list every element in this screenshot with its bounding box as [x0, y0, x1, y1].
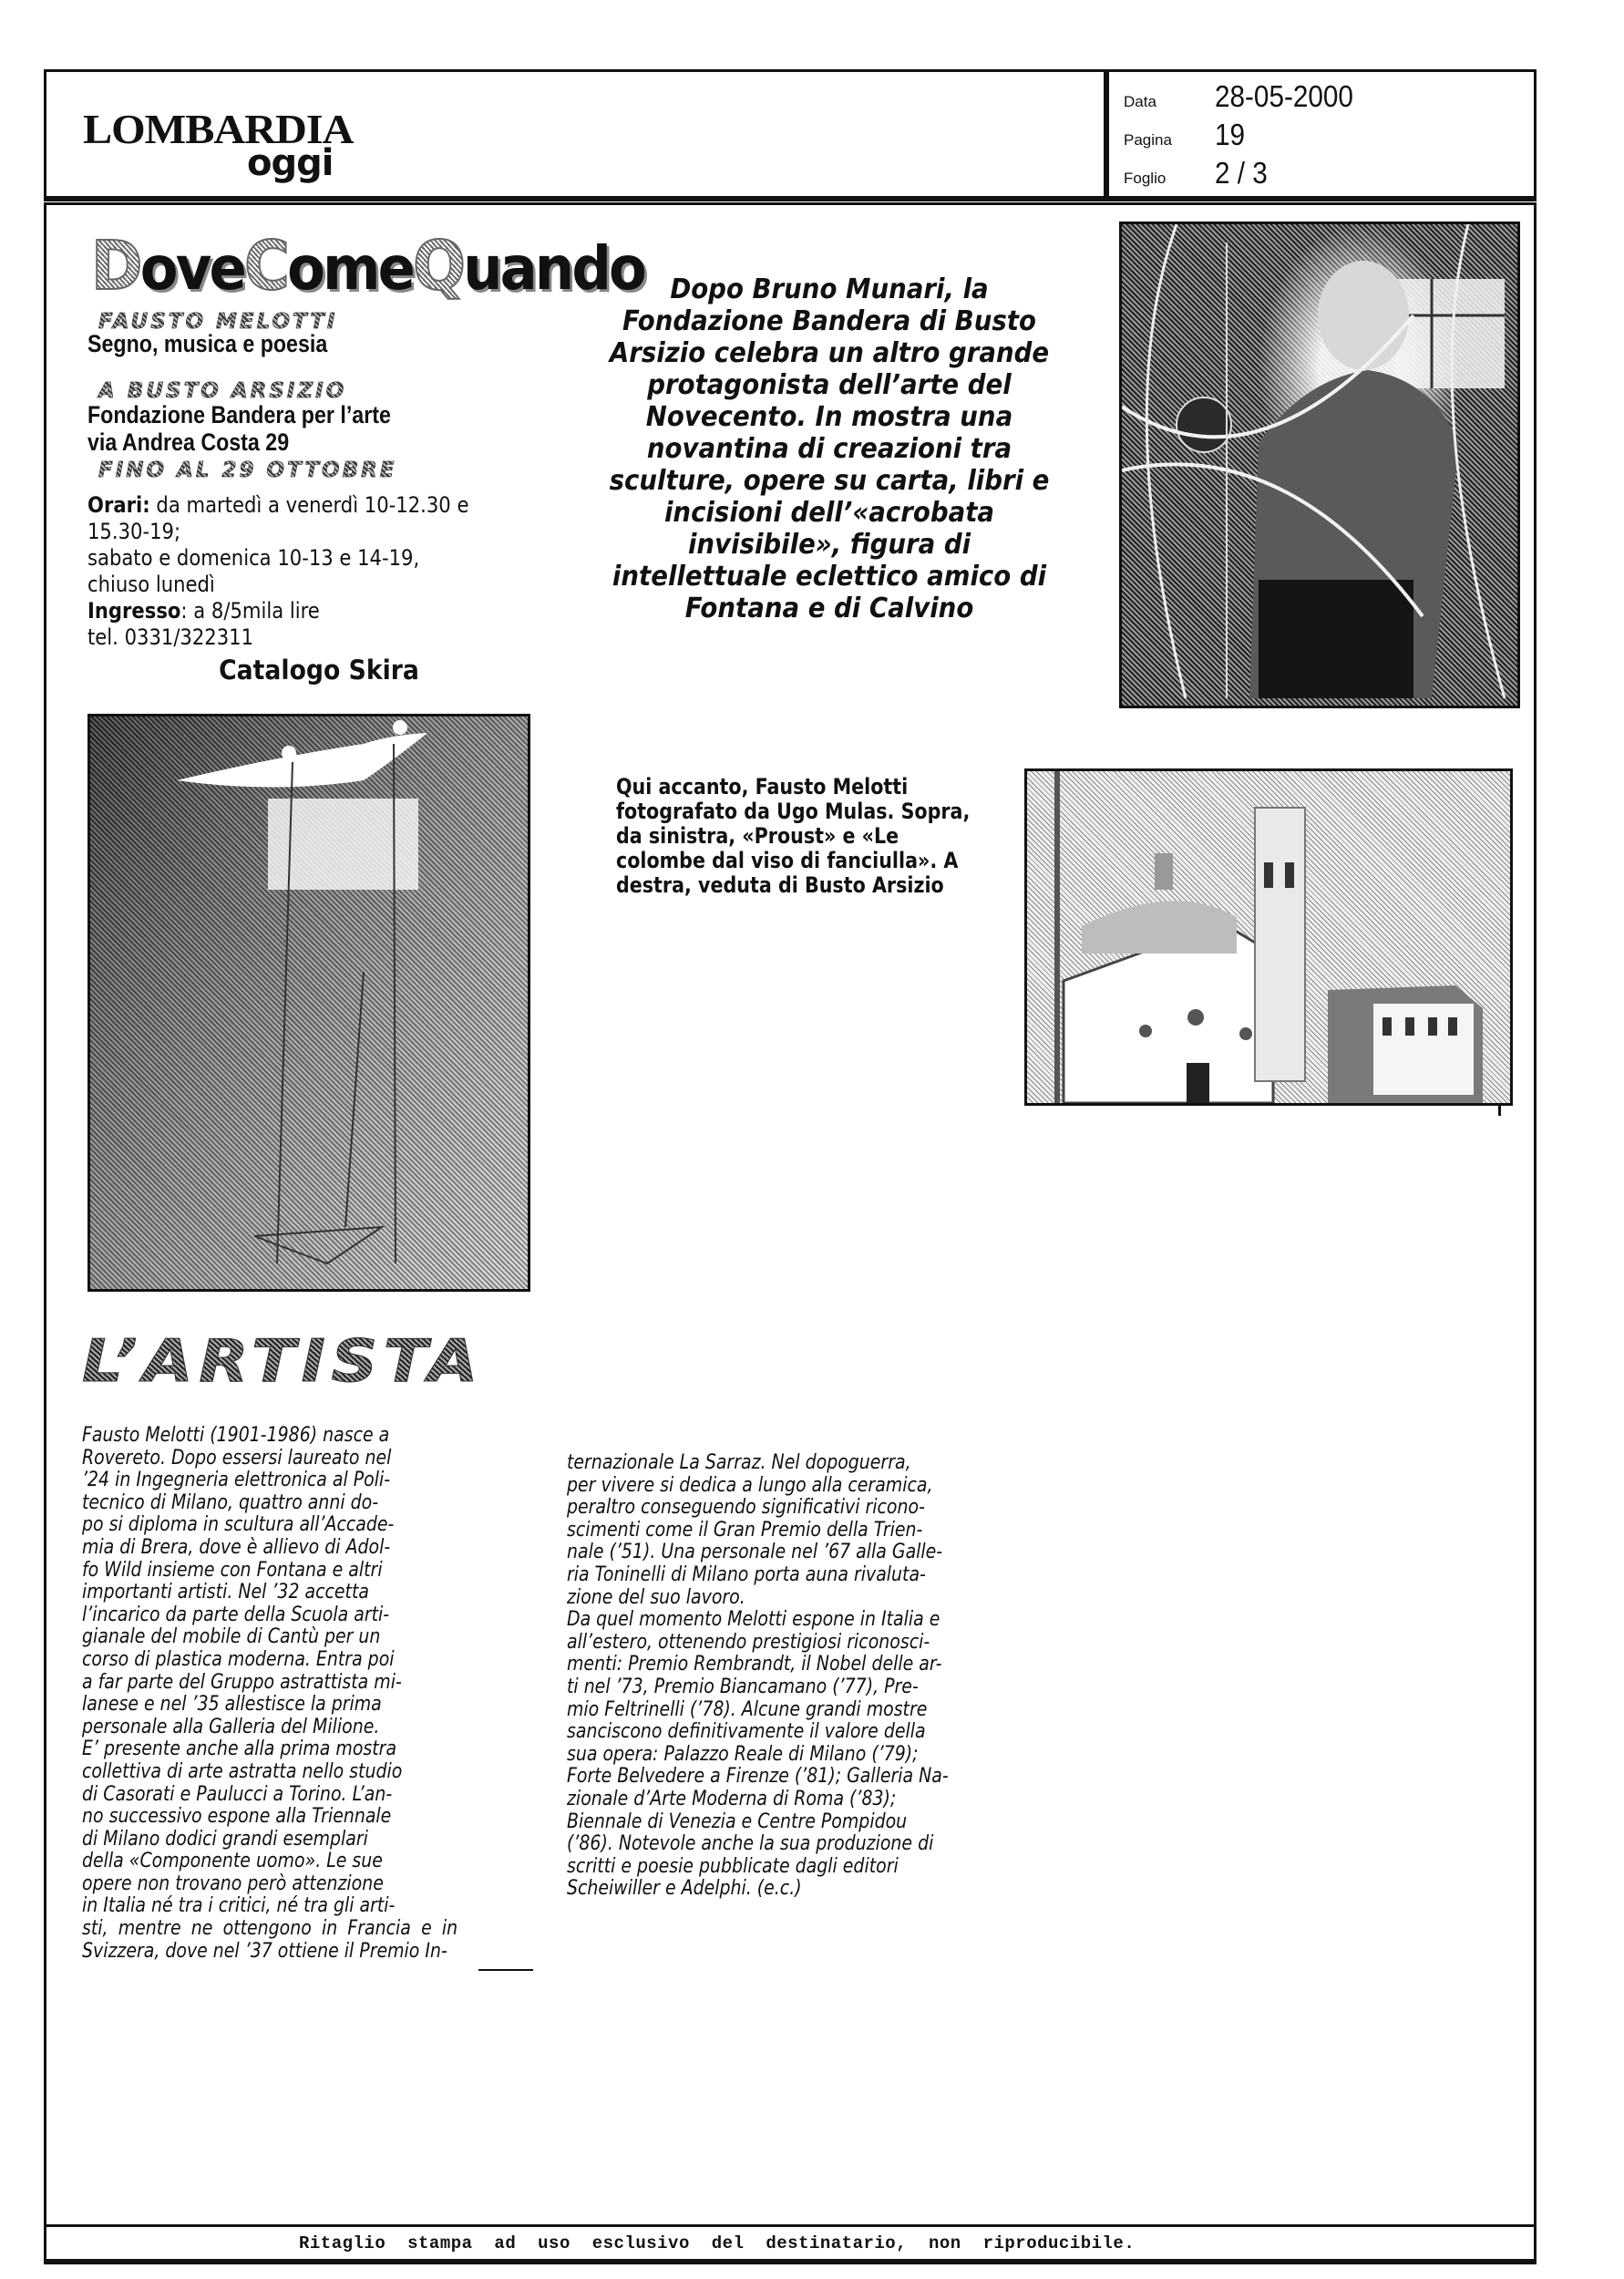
photo-caption: Qui accanto, Fausto Melotti fotografato da Ugo Mulas. Sopra, da sinistra, «Proust» e «Le colombe dal viso di fanciulla». A destra, veduta di Busto Arsizio: [616, 774, 971, 898]
hours-line-4: chiuso lunedì: [87, 572, 215, 597]
sculpture-photo: [87, 714, 530, 1292]
reproduction-notice: Ritaglio stampa ad uso esclusivo del destinatario, non riproducibile.: [299, 2233, 1136, 2253]
meta-date: [1124, 79, 1369, 114]
meta-date-label: Data: [1124, 93, 1156, 110]
portrait-figure-icon: [1122, 224, 1517, 706]
section-title-artist: L’ARTISTA: [82, 1328, 484, 1396]
ticket-label: Ingresso: [87, 598, 181, 624]
rubric-rest-uando: uando: [463, 233, 645, 304]
church-photo: [1024, 768, 1513, 1106]
lead-paragraph: Dopo Bruno Munari, la Fondazione Bandera di Busto Arsizio celebra un altro grande protagonista dell’arte del Novecento. In mostra una novantina di creazioni tra sculture, opere su carta, libri e incisioni dell’«acrobata invisibile», figura di intellettuale eclettico amico di Fontana e di Calvino: [609, 273, 1050, 624]
meta-page-value: 19: [1215, 118, 1246, 151]
hours-label: Orari:: [87, 492, 150, 518]
cut-line-marker: [478, 1969, 533, 1971]
venue-address: via Andrea Costa 29: [87, 428, 290, 456]
meta-page-label: Pagina: [1124, 131, 1172, 149]
hours-line-1: Orari: da martedì a venerdì 10-12.30 e: [87, 492, 469, 518]
meta-box: [1106, 69, 1537, 199]
hours-line-2: 15.30-19;: [87, 519, 181, 544]
rubric-rest-ove: ove: [139, 233, 244, 304]
kicker-place: A BUSTO ARSIZIO: [98, 379, 347, 403]
rubric-cap-d: D: [91, 227, 140, 305]
masthead-subtitle: oggi: [247, 142, 334, 184]
catalog-credit: Catalogo Skira: [219, 655, 419, 686]
meta-page: [1124, 118, 1249, 152]
meta-date-value: 28-05-2000: [1215, 79, 1353, 113]
masthead-title: LOMBARDIA: [83, 106, 354, 152]
footer-divider: [44, 2224, 1537, 2227]
ticket-line: Ingresso: a 8/5mila lire: [87, 598, 320, 624]
rubric-cap-c: C: [243, 227, 288, 305]
exhibition-subtitle: Segno, musica e poesia: [87, 330, 328, 357]
masthead-box: [44, 69, 1106, 199]
rubric-cap-q: Q: [413, 227, 464, 305]
meta-sheet-value: 2 / 3: [1215, 156, 1268, 190]
kicker-artist: FAUSTO MELOTTI: [98, 310, 338, 334]
photo-mark: [1498, 1105, 1501, 1116]
venue-name: Fondazione Bandera per l’arte: [87, 401, 391, 428]
meta-sheet: [1124, 156, 1273, 191]
rubric-title: [91, 227, 645, 305]
meta-sheet-label: Foglio: [1124, 170, 1167, 187]
hours-line-3: sabato e domenica 10-13 e 14-19,: [87, 545, 420, 571]
kicker-dates: FINO AL 29 OTTOBRE: [98, 459, 397, 482]
portrait-photo: [1119, 222, 1520, 708]
artist-column-1: Fausto Melotti (1901-1986) nasce a Rovereto. Dopo essersi laureato nel ’24 in Ingegneria elettronica al Poli- tecnico di Milano, quattro anni do- po si diploma in scultura all’Accade- mia di Brera, dove è allievo di Adol- fo Wild insieme con Fontana e altri importanti artisti. Nel ’32 accetta l’incarico da parte della Scuola arti- gianale del mobile di Cantù per un corso di plastica moderna. Entra poi a far parte del Gruppo astrattista mi- lanese e nel ’35 allestisce la prima personale alla Galleria del Milione. E’ presente anche alla prima mostra collettiva di arte astratta nello studio di Casorati e Paulucci a Torino. L’an- no successivo espone alla Triennale di Milano dodici grandi esemplari della «Componente uomo». Le sue opere non trovano però attenzione in Italia né tra i critici, né tra gli arti- sti, mentre ne ottengono in Francia e in Svizzera, dove nel ’37 ottiene il Premio In-: [82, 1424, 458, 1963]
church-icon: [1027, 771, 1510, 1103]
phone-line: tel. 0331/322311: [87, 624, 254, 650]
rubric-rest-ome: ome: [287, 233, 414, 304]
artist-column-2: ternazionale La Sarraz. Nel dopoguerra, per vivere si dedica a lungo alla ceramica, peraltro conseguendo significativi ricono- scimenti come il Gran Premio della Trien- nale (’51). Una personale nel ’67 alla Galle- ria Toninelli di Milano porta auna rivaluta- zione del suo lavoro. Da quel momento Melotti espone in Italia e all’estero, ottenendo prestigiosi riconosci- menti: Premio Rembrandt, il Nobel delle ar- ti nel ’73, Premio Biancamano (’77), Pre- mio Feltrinelli (’78). Alcune grandi mostre sanciscono definitivamente il valore della sua opera: Palazzo Reale di Milano (’79); Forte Belvedere a Firenze (’81); Galleria Na- zionale d’Arte Moderna di Roma (’83); Biennale di Venezia e Centre Pompidou (’86). Notevole anche la sua produzione di scritti e poesie pubblicate dagli editori Scheiwiller e Adelphi. (e.c.): [567, 1451, 949, 1901]
sculpture-icon: [90, 717, 528, 1289]
hours-block: [87, 492, 468, 651]
